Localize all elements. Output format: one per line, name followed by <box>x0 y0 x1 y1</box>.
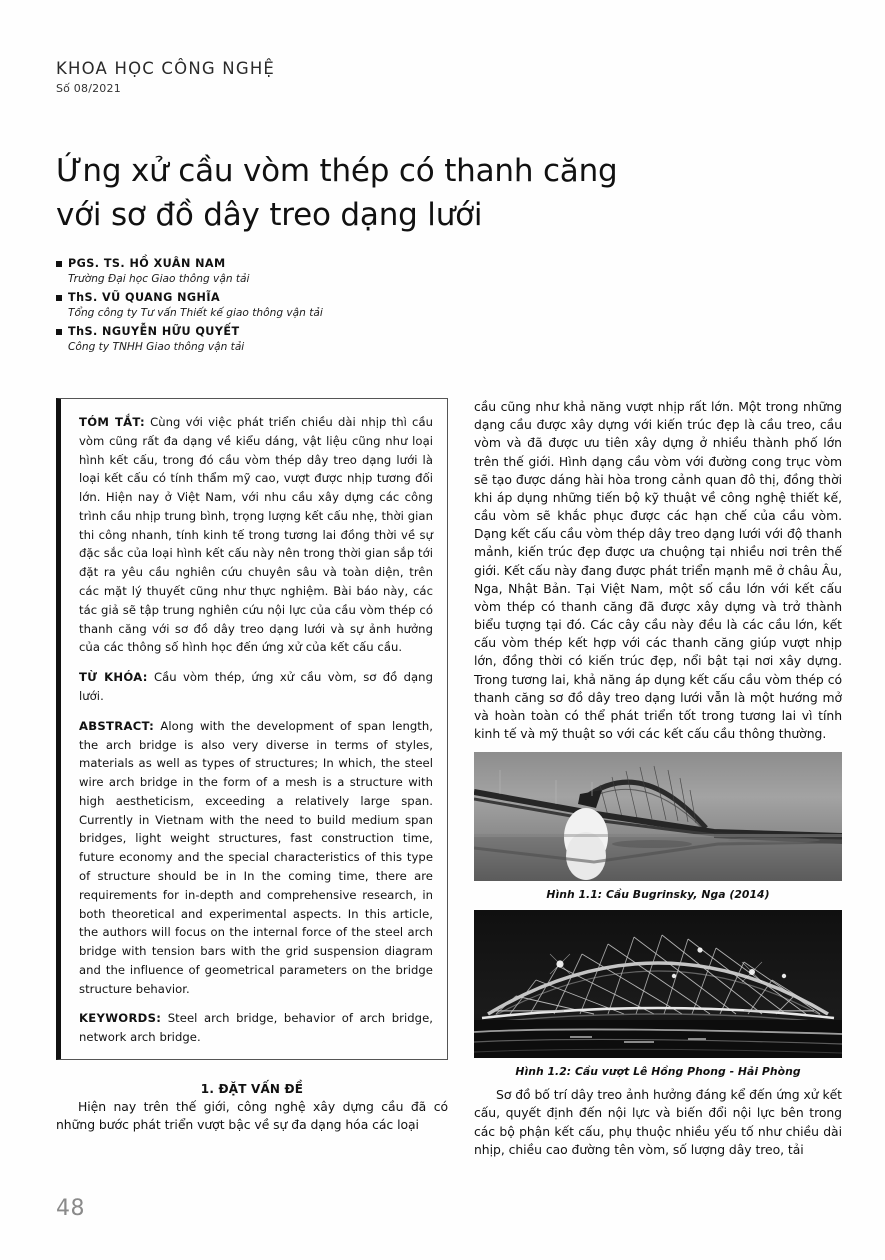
english-keywords <box>79 1009 433 1047</box>
right-paragraph-2: Sơ đồ bố trí dây treo ảnh hưởng đáng kể đến ứng xử kết cấu, quyết định đến nội lực và biến đổi nội lực bên trong các bộ phận kết cấu, phụ thuộc nhiều yếu tố như chiều dài nhịp, chiều cao đường tên vòm, số lượng dây treo, tải <box>474 1087 842 1157</box>
le-hong-phong-bridge-icon <box>474 910 842 1058</box>
bugrinsky-bridge-icon <box>474 752 842 881</box>
author-affiliation: Tổng công ty Tư vấn Thiết kế giao thông vận tải <box>68 307 323 320</box>
abstract-box <box>56 398 448 1060</box>
square-bullet-icon <box>56 329 62 335</box>
abstract-label: ABSTRACT: <box>79 718 155 733</box>
figure-1 <box>474 752 842 901</box>
tukhoa-label: TỪ KHÓA: <box>79 670 148 685</box>
figure-1-image <box>474 752 842 881</box>
author-name-text: PGS. TS. HỒ XUÂN NAM <box>68 257 226 270</box>
journal-name: KHOA HỌC CÔNG NGHỆ <box>56 59 276 78</box>
author-list <box>56 256 486 358</box>
tomtat-label: TÓM TẮT: <box>79 415 145 429</box>
author-entry <box>56 256 486 288</box>
english-abstract <box>79 717 433 999</box>
title-line-1: Ứng xử cầu vòm thép có thanh căng <box>56 152 618 189</box>
figure-1-caption: Hình 1.1: Cầu Bugrinsky, Nga (2014) <box>546 888 770 902</box>
square-bullet-icon <box>56 261 62 267</box>
right-column <box>474 398 842 1159</box>
vietnamese-abstract <box>79 413 433 657</box>
keywords-text: Steel arch bridge, behavior of arch bridge, network arch bridge. <box>79 1011 433 1045</box>
author-affiliation: Trường Đại học Giao thông vận tải <box>68 273 250 286</box>
keywords-label: KEYWORDS: <box>79 1011 162 1026</box>
author-name <box>56 324 486 340</box>
issue-number: Số 08/2021 <box>56 82 121 96</box>
author-affiliation: Công ty TNHH Giao thông vận tải <box>68 341 245 354</box>
section-heading: 1. ĐẶT VẤN ĐỀ <box>200 1082 304 1096</box>
page-title <box>56 149 756 237</box>
running-head <box>56 60 656 95</box>
author-name <box>56 290 486 306</box>
square-bullet-icon <box>56 295 62 301</box>
author-name-text: ThS. VŨ QUANG NGHĨA <box>68 291 221 305</box>
author-entry <box>56 290 486 322</box>
vietnamese-keywords <box>79 668 433 706</box>
figure-2 <box>474 910 842 1078</box>
title-line-2: với sơ đồ dây treo dạng lưới <box>56 196 483 233</box>
figure-2-caption: Hình 1.2: Cầu vượt Lê Hồng Phong - Hải Phòng <box>515 1065 801 1079</box>
author-name-text: ThS. NGUYỄN HỮU QUYẾT <box>68 325 240 339</box>
author-name <box>56 256 486 272</box>
figure-2-image <box>474 910 842 1058</box>
tomtat-text: Cùng với việc phát triển chiều dài nhịp thì cầu vòm cũng rất đa dạng về kiểu dáng, vật liệu cũng như loại hình kết cấu, trong đó cầu vòm thép dây treo dạng lưới là loại kết cấu có tính thẩm mỹ cao, vượt được nhịp tương đối lớn. Hiện nay ở Việt Nam, với nhu cầu xây dựng các công trình cầu nhịp trung bình, trọng lượng kết cấu nhẹ, thời gian thi công nhanh, tính kinh tế trong tương lai đồng thời về sự đặc sắc của loại hình kết cấu này nên trong thời gian sắp tới đặt ra yêu cầu nghiên cứu chuyên sâu và toàn diện, trên các mặt lý thuyết cũng như thực nghiệm. Bài báo này, các tác giả sẽ tập trung nghiên cứu nội lực của cầu vòm thép có thanh căng với sơ đồ dây treo dạng lưới và sự ảnh hưởng của các thông số hình học đến ứng xử của kết cấu cầu. <box>79 415 433 655</box>
section-paragraph: Hiện nay trên thế giới, công nghệ xây dựng cầu đã có những bước phát triển vượt bậc về sự đa dạng hóa các loại <box>56 1099 448 1133</box>
left-column <box>56 398 448 1134</box>
abstract-text: Along with the development of span length, the arch bridge is also very diverse in terms of styles, materials as well as types of structures; In which, the steel wire arch bridge in the form of a mesh is a structure with high aestheticism, exceeding a relatively large span. Currently in Vietnam with the need to build medium span bridges, light weight structures, fast construction time, future economy and the special characteristics of this type of structure should be in In the coming time, there are requirements for in-depth and comprehensive research, in both theoretical and experimental aspects. In this article, the authors will focus on the internal force of the steel arch bridge with tension bars with the grid suspension diagram and the influence of geometrical parameters on the bridge structure behavior. <box>79 718 433 996</box>
right-paragraph-1: cầu cũng như khả năng vượt nhịp rất lớn. Một trong những dạng cầu được xây dựng với kiến trúc đẹp là cầu treo, cầu vòm và đã được ưu tiên xây dựng ở nhiều thành phố lớn trên thế giới. Hình dạng cầu vòm với đường cong trục vòm sẽ tạo được dáng hài hòa trong cảnh quan đô thị, đồng thời khi áp dụng những tiến bộ kỹ thuật về công nghệ thiết kế, cầu vòm sẽ khắc phục được các hạn chế của cầu vòm. Dạng kết cấu cầu vòm thép dây treo dạng lưới với độ thanh mảnh, kiến trúc đẹp được ưa chuộng tại nhiều nơi trên thế giới. Kết cấu này đang được phát triển mạnh mẽ ở châu Âu, Nga, Nhật Bản. Tại Việt Nam, một số cầu lớn với kết cấu vòm thép có thanh căng đã được xây dựng và trở thành biểu tượng tại đó. Các cây cầu này đều là các cầu lớn, kết cấu vòm thép kết hợp với các thanh căng giúp vượt nhịp lớn, đồng thời có kiến trúc đẹp, nổi bật tại nơi xây dựng. Trong tương lai, khả năng áp dụng kết cấu cầu vòm thép có thanh căng sơ đồ dây treo dạng lưới vẫn là một hướng mở và hoàn toàn có thể phát triển tốt trong tương lai vì tính kinh tế và mỹ thuật so với các kết cấu cầu thông thường. <box>474 399 842 742</box>
tukhoa-text: Cầu vòm thép, ứng xử cầu vòm, sơ đồ dạng lưới. <box>79 670 433 703</box>
author-entry <box>56 324 486 356</box>
page-number: 48 <box>56 1196 85 1221</box>
